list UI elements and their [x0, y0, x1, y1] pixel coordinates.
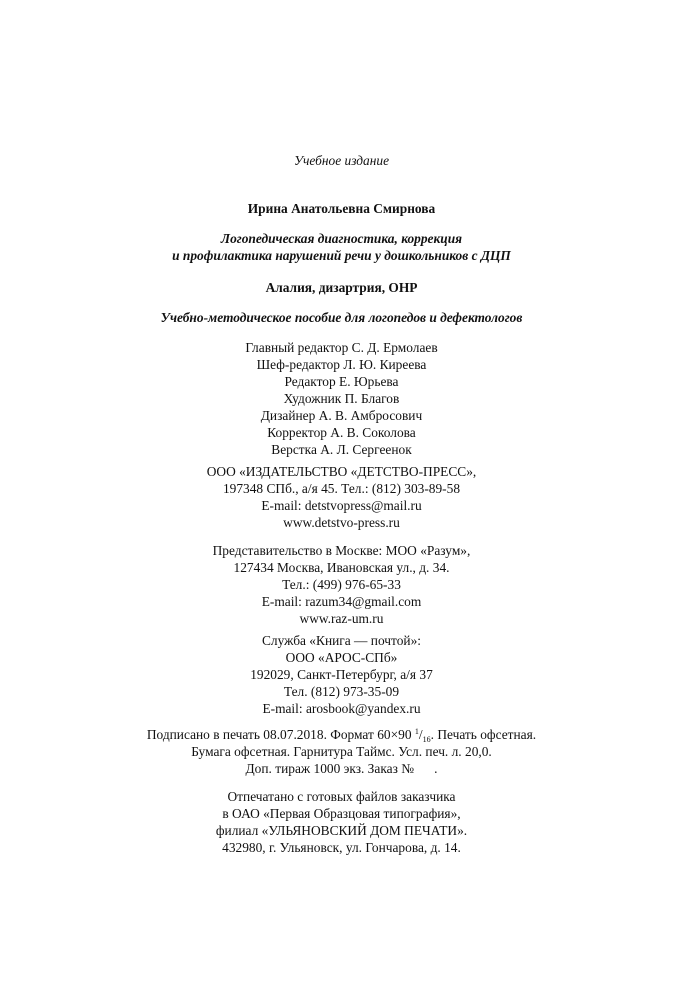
moscow-office-line: Представительство в Москве: МОО «Разум»,: [212, 543, 471, 558]
print-type-text: . Печать офсетная.: [430, 727, 537, 742]
staff-line: Редактор Е. Юрьева: [284, 374, 399, 389]
printer-line: филиал «УЛЬЯНОВСКИЙ ДОМ ПЕЧАТИ».: [215, 823, 468, 838]
edition-type: Учебное издание: [293, 153, 390, 168]
staff-line: Корректор А. В. Соколова: [267, 425, 416, 440]
fraction-denominator: 16: [422, 735, 431, 744]
format-fraction: [415, 727, 431, 742]
moscow-office-email: E-mail: razum34@gmail.com: [261, 594, 422, 609]
printer-address: 432980, г. Ульяновск, ул. Гончарова, д. 14.: [222, 840, 461, 855]
book-genre: Учебно-методическое пособие для логопедов и дефектологов: [160, 310, 523, 325]
publisher-email: E-mail: detstvopress@mail.ru: [261, 498, 422, 513]
book-title: [0, 230, 683, 264]
moscow-office-phone: Тел.: (499) 976-65-33: [282, 577, 401, 592]
publisher-info: [0, 463, 683, 531]
printer-line: в ОАО «Первая Образцовая типография»,: [222, 806, 461, 821]
print-details-line: [0, 726, 683, 743]
mail-order-service-info: [0, 632, 683, 717]
staff-line: Главный редактор С. Д. Ермолаев: [245, 340, 438, 355]
fraction-slash: /: [418, 727, 423, 742]
printing-house-info: [0, 788, 683, 856]
fraction-numerator: 1: [414, 727, 419, 736]
mail-service-line: 192029, Санкт-Петербург, а/я 37: [250, 667, 433, 682]
publisher-line: 197348 СПб., а/я 45. Тел.: (812) 303-89-58: [222, 481, 461, 496]
author-name: Ирина Анатольевна Смирнова: [247, 201, 436, 216]
mail-service-phone: Тел. (812) 973-35-09: [283, 684, 400, 699]
printer-line: Отпечатано с готовых файлов заказчика: [227, 789, 456, 804]
mail-service-line: Служба «Книга — почтой»:: [262, 633, 421, 648]
staff-line: Шеф-редактор Л. Ю. Киреева: [256, 357, 427, 372]
staff-line: Художник П. Благов: [283, 391, 400, 406]
print-details: [0, 726, 683, 777]
mail-service-email: E-mail: arosbook@yandex.ru: [262, 701, 421, 716]
moscow-office-line: 127434 Москва, Ивановская ул., д. 34.: [233, 560, 450, 575]
staff-line: Дизайнер А. В. Амбросович: [260, 408, 423, 423]
editorial-staff: [0, 339, 683, 458]
moscow-office-info: [0, 542, 683, 627]
print-signed-text: Подписано в печать 08.07.2018. Формат 60×90: [146, 727, 415, 742]
moscow-office-website: www.raz-um.ru: [299, 611, 384, 626]
staff-line: Верстка А. Л. Сергеенок: [271, 442, 412, 457]
title-line: и профилактика нарушений речи у дошкольников с ДЦП: [172, 248, 511, 263]
mail-service-line: ООО «АРОС-СПб»: [285, 650, 398, 665]
publisher-website: www.detstvo-press.ru: [283, 515, 400, 530]
print-details-line: Бумага офсетная. Гарнитура Таймс. Усл. печ. л. 20,0.: [191, 744, 492, 759]
book-subtitle: Алалия, дизартрия, ОНР: [265, 280, 418, 295]
title-line: Логопедическая диагностика, коррекция: [220, 231, 463, 246]
publisher-line: ООО «ИЗДАТЕЛЬСТВО «ДЕТСТВО-ПРЕСС»,: [206, 464, 477, 479]
print-details-line: Доп. тираж 1000 экз. Заказ № .: [245, 761, 438, 776]
